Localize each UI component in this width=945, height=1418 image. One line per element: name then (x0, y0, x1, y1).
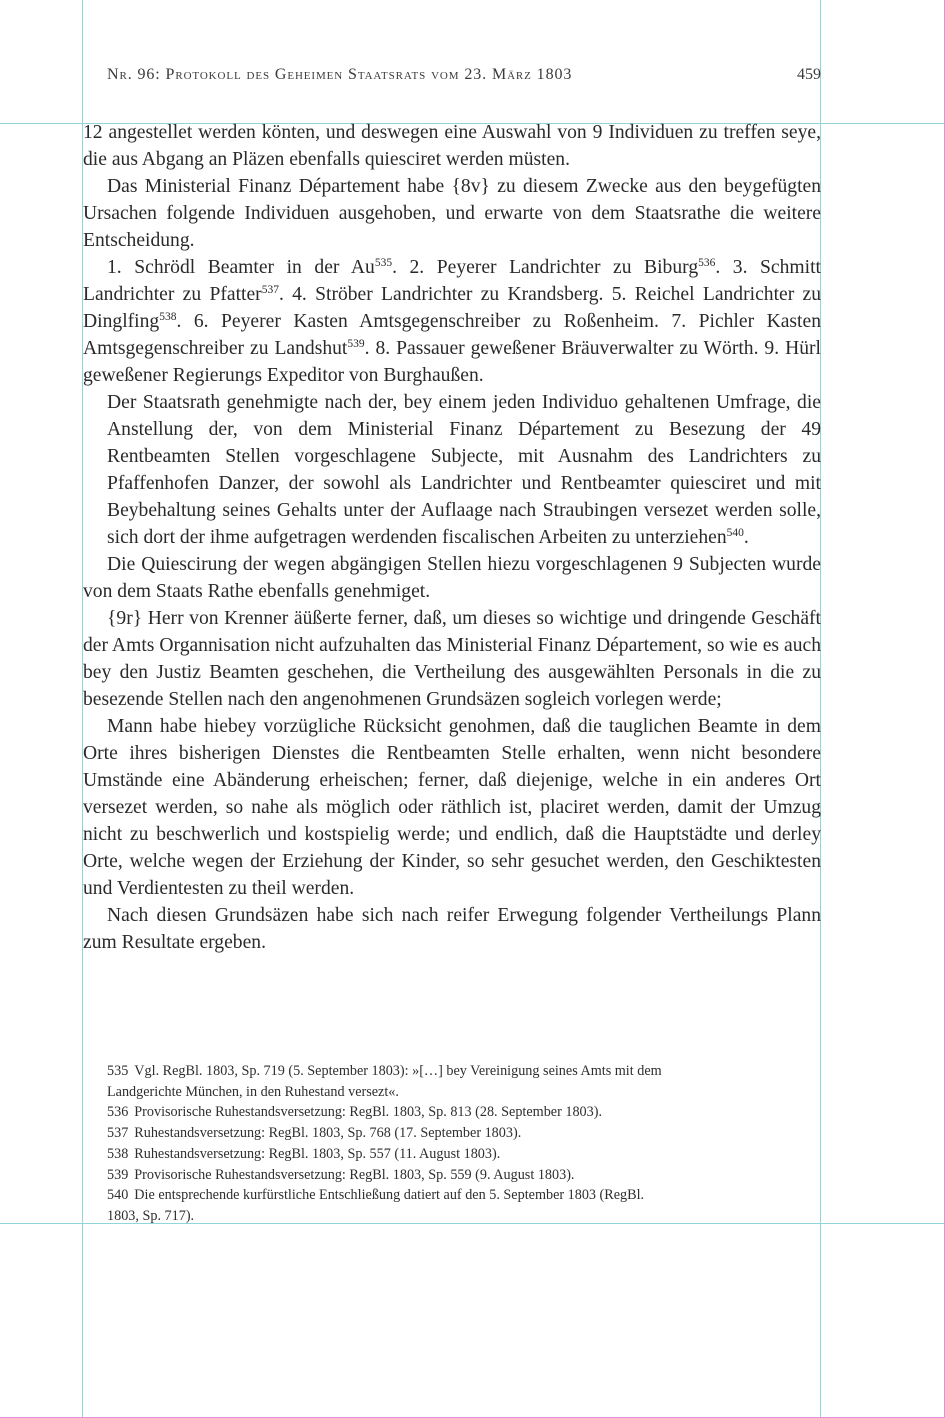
footnotes (107, 1061, 667, 1227)
main-text (83, 119, 821, 956)
text-run: 1. Schrödl Beamter in der Au (107, 257, 375, 278)
paragraph-4-decision (107, 389, 821, 551)
paragraph-5: Die Quiescirung der wegen abgängigen Stellen hiezu vorgeschlagenen 9 Subjecten wurde von dem Staats Rathe ebenfalls genehmiget. (83, 554, 821, 602)
footnote (107, 1102, 667, 1123)
footnote-number: 539 (107, 1166, 129, 1183)
paragraph-3-list (83, 254, 821, 389)
footnote-ref-535[interactable]: 535 (374, 257, 393, 269)
text-run: . 8. Passauer geweßener Bräuverwalter zu Wörth. 9. Hürl geweßener Regierungs Expeditor von Burghaußen. (83, 338, 821, 386)
footnote-ref-538[interactable]: 538 (159, 311, 177, 323)
footnote (107, 1144, 667, 1165)
paragraph-6: {9r} Herr von Krenner äüßerte ferner, daß, um dieses so wichtige und dringende Geschäft der Amts Organnisation nicht aufzuhalten das Ministerial Finanz Département, so wie es auch bey den Justiz Beamten geschehen, die Vertheilung des ausgewählten Personals in die zu besezende Stellen nach den angenohmenen Grundsäzen sogleich vorlegen werde; (83, 608, 821, 710)
text-run: . 2. Peyerer Landrichter zu Biburg (392, 257, 699, 278)
text-run: . 4. Ströber Landrichter zu Krandsberg. 5. Reichel Landrichter zu Dinglfing (83, 284, 822, 332)
footnote-number: 537 (107, 1125, 129, 1142)
footnote-number: 536 (107, 1104, 129, 1121)
paragraph-2: Das Ministerial Finanz Département habe {8v} zu diesem Zwecke aus den beygefügten Ursachen folgende Individuen ausgehoben, und erwarte von dem Staatsrathe die weitere Entscheidung. (83, 176, 821, 251)
running-head (107, 66, 821, 90)
text-run: . (743, 527, 749, 548)
text-run: Der Staatsrath genehmigte nach der, bey einem jeden Individuo gehaltenen Umfrage, die Anstellung der, von dem Ministerial Finanz Département zu Besezung der 49 Rentbeamten Stellen vorgeschlagene Subjecte, mit Ausnahm des Landrichters zu Pfaffenhofen Danzer, der sowohl als Landrichter und Rentbeamter quiesciret und mit Beybehaltung seines Gehalts unter der Auflaage nach Straubingen versezet werden solle, sich dort der ihme aufgetragen werdenden fiscalischen Arbeiten zu unterziehen (107, 392, 821, 548)
paragraph-1: 12 angestellet werden könten, und deswegen eine Auswahl von 9 Individuen zu treffen seye, die aus Abgang an Pläzen ebenfalls quiesciret werden müsten. (83, 122, 821, 170)
running-head-title: Nr. 96: Protokoll des Geheimen Staatsrats vom 23. März 1803 (107, 66, 573, 83)
footnote-number: 540 (107, 1187, 129, 1204)
paragraph-7: Mann habe hiebey vorzügliche Rücksicht genohmen, daß die tauglichen Beamte in dem Orte ihres bisherigen Dienstes die Rentbeamten Stelle erhalten, wenn nicht besondere Umstände eine Abänderung erheischen; ferner, daß diejenige, welche in ein anderes Ort versezet werden, so nahe als möglich oder räthlich ist, placiret werden, damit der Umzug nicht zu beschwerlich und kostspielig werde; und endlich, daß die Hauptstädte und derley Orte, welche wegen der Erziehung der Kinder, so sehr gesuchet werden, den Geschiktesten und Verdientesten zu theil werden. (83, 716, 821, 899)
footnote-text: Vgl. RegBl. 1803, Sp. 719 (5. September 1803): »[…] bey Vereinigung seines Amts mit dem Landgerichte München, in den Ruhestand versezt«. (107, 1063, 662, 1100)
footnote-number: 535 (107, 1063, 129, 1079)
footnote-text: Provisorische Ruhestandsversetzung: RegBl. 1803, Sp. 559 (9. August 1803). (134, 1166, 575, 1183)
page-number: 459 (797, 66, 821, 83)
footnote (107, 1185, 667, 1226)
text-run: . 6. Peyerer Kasten Amtsgegenschreiber zu Roßenheim. 7. Pichler Kasten Amtsgegenschreiber zu Landshut (83, 311, 821, 359)
paragraph-8: Nach diesen Grundsäzen habe sich nach reifer Erwegung folgender Vertheilungs Plann zum Resultate ergeben. (83, 905, 821, 953)
footnote-ref-539[interactable]: 539 (347, 338, 365, 350)
footnote-text: Ruhestandsversetzung: RegBl. 1803, Sp. 557 (11. August 1803). (134, 1145, 501, 1162)
text-run: . 3. Schmitt Landrichter zu Pfatter (83, 257, 821, 305)
footnote-ref-540[interactable]: 540 (726, 527, 744, 539)
footnote (107, 1123, 667, 1144)
footnote-ref-537[interactable]: 537 (261, 284, 279, 296)
footnote-number: 538 (107, 1145, 129, 1162)
footnote-text: Die entsprechende kurfürstliche Entschließung datiert auf den 5. September 1803 (RegBl. 1803, Sp. 717). (107, 1187, 645, 1224)
footnote-ref-536[interactable]: 536 (698, 257, 716, 269)
footnote (107, 1061, 667, 1102)
footnote-text: Ruhestandsversetzung: RegBl. 1803, Sp. 768 (17. September 1803). (134, 1125, 522, 1142)
footnote-text: Provisorische Ruhestandsversetzung: RegBl. 1803, Sp. 813 (28. September 1803). (134, 1104, 603, 1121)
footnote (107, 1165, 667, 1186)
